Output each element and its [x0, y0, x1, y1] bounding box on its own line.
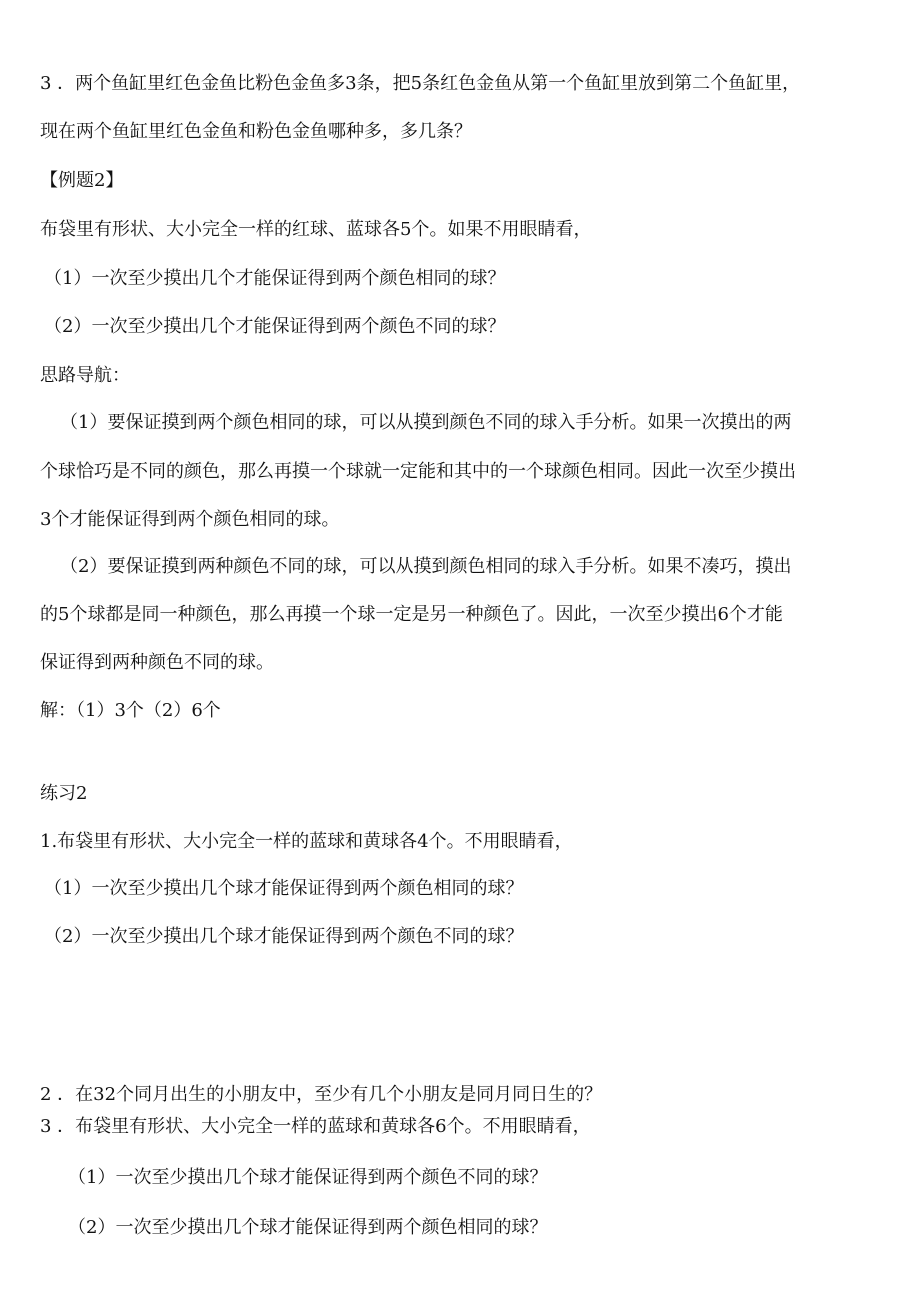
problem3-line2: 现在两个鱼缸里红色金鱼和粉色金鱼哪种多，多几条？	[40, 121, 472, 142]
guide1-line2: 个球恰巧是不同的颜色，那么再摸一个球就一定能和其中的一个球颜色相同。因此一次至少摸出	[40, 461, 796, 482]
exercise-problem3-question1: （1）一次至少摸出几个球才能保证得到两个颜色不同的球？	[68, 1167, 548, 1188]
exercise-problem1-question2: （2）一次至少摸出几个球才能保证得到两个颜色不同的球？	[44, 926, 524, 947]
exercise-problem1-question1: （1）一次至少摸出几个球才能保证得到两个颜色相同的球？	[44, 878, 524, 899]
exercise2-heading: 练习2	[40, 783, 88, 804]
exercise-problem3: 3 ．布袋里有形状、大小完全一样的蓝球和黄球各6个。不用眼睛看，	[40, 1116, 591, 1137]
exercise-problem3-question2: （2）一次至少摸出几个球才能保证得到两个颜色相同的球？	[68, 1217, 548, 1238]
guide2-line2: 的5个球都是同一种颜色，那么再摸一个球一定是另一种颜色了。因此，一次至少摸出6个才能	[40, 604, 783, 625]
example2-statement: 布袋里有形状、大小完全一样的红球、蓝球各5个。如果不用眼睛看，	[40, 219, 592, 240]
guide2-line1: （2）要保证摸到两种颜色不同的球，可以从摸到颜色相同的球入手分析。如果不凑巧，摸出	[60, 556, 792, 577]
exercise-problem2: 2 ．在32个同月出生的小朋友中，至少有几个小朋友是同月同日生的？	[40, 1084, 603, 1105]
example2-question1: （1）一次至少摸出几个才能保证得到两个颜色相同的球？	[44, 268, 506, 289]
guide-label: 思路导航：	[40, 365, 130, 386]
example2-question2: （2）一次至少摸出几个才能保证得到两个颜色不同的球？	[44, 316, 506, 337]
guide1-line1: （1）要保证摸到两个颜色相同的球，可以从摸到颜色不同的球入手分析。如果一次摸出的两	[60, 412, 792, 433]
example2-heading: 【例题2】	[40, 170, 124, 191]
guide1-line3: 3个才能保证得到两个颜色相同的球。	[40, 509, 340, 530]
problem3-line1: 3 ．两个鱼缸里红色金鱼比粉色金鱼多3条，把5条红色金鱼从第一个鱼缸里放到第二个鱼缸里，	[40, 73, 801, 94]
answer: 解：（1）3个（2）6个	[40, 700, 221, 721]
guide2-line3: 保证得到两种颜色不同的球。	[40, 652, 274, 673]
exercise-problem1: 1.布袋里有形状、大小完全一样的蓝球和黄球各4个。不用眼睛看，	[40, 831, 573, 852]
